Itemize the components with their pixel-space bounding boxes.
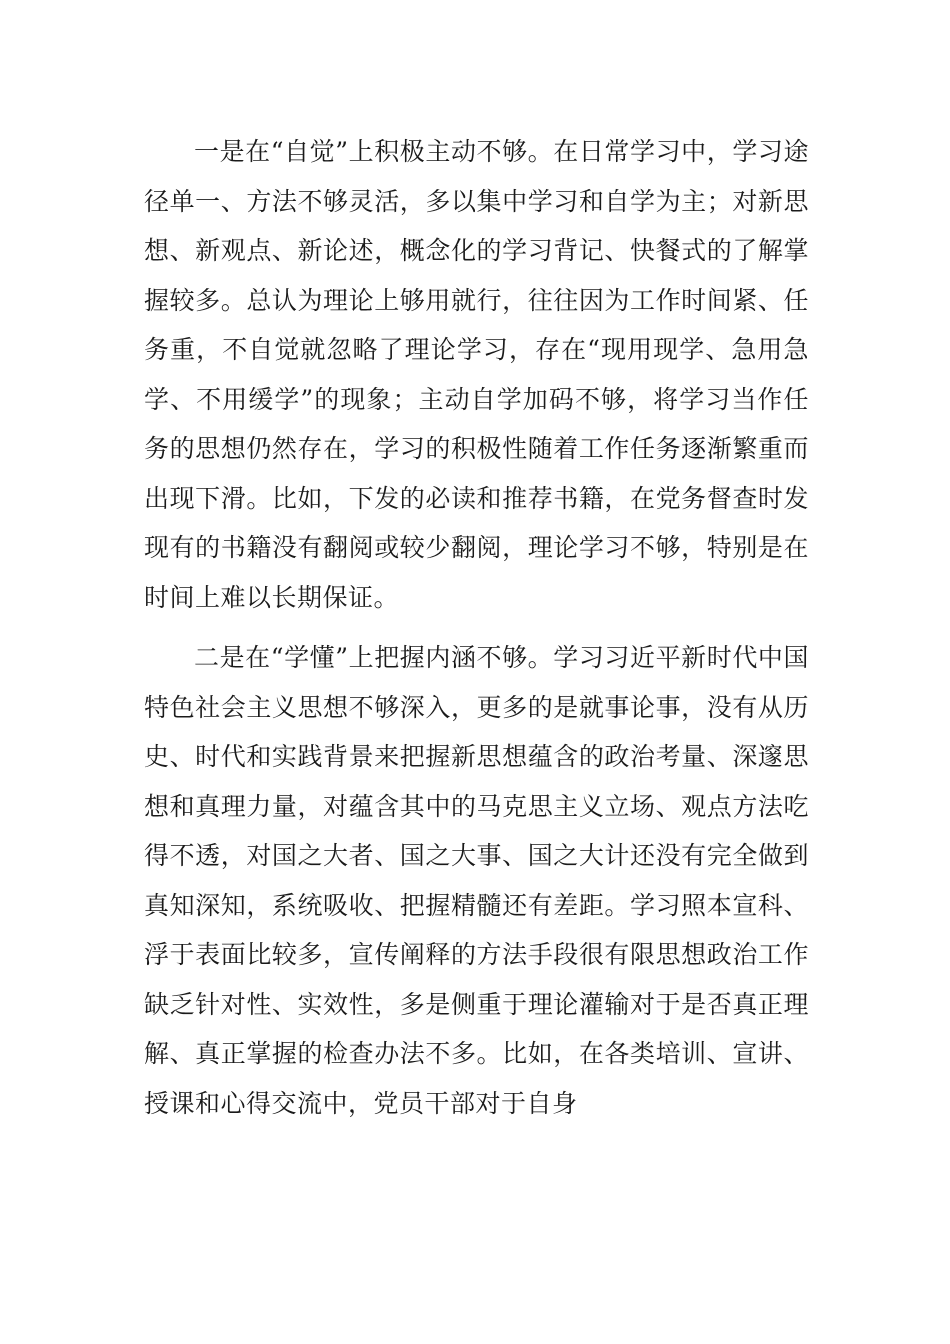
paragraph-1: 一是在“自觉”上积极主动不够。在日常学习中，学习途径单一、方法不够灵活，多以集中学习和自学为主；对新思想、新观点、新论述，概念化的学习背记、快餐式的了解掌握较多。总认为理论上够用就行，往往因为工作时间紧、任务重，不自觉就忽略了理论学习，存在“现用现学、急用急学、不用缓学”的现象；主动自学加码不够，将学习当作任务的思想仍然存在，学习的积极性随着工作任务逐渐繁重而出现下滑。比如，下发的必读和推荐书籍，在党务督查时发现有的书籍没有翻阅或较少翻阅，理论学习不够，特别是在时间上难以长期保证。 [144, 137, 809, 612]
paragraph-2: 二是在“学懂”上把握内涵不够。学习习近平新时代中国特色社会主义思想不够深入，更多的是就事论事，没有从历史、时代和实践背景来把握新思想蕴含的政治考量、深邃思想和真理力量，对蕴含其中的马克思主义立场、观点方法吃得不透，对国之大者、国之大事、国之大计还没有完全做到真知深知，系统吸收、把握精髓还有差距。学习照本宣科、浮于表面比较多，宣传阐释的方法手段很有限思想政治工作缺乏针对性、实效性，多是侧重于理论灌输对于是否真正理解、真正掌握的检查办法不多。比如，在各类培训、宣讲、授课和心得交流中，党员干部对于自身 [144, 643, 809, 1118]
document-body [144, 127, 809, 1139]
